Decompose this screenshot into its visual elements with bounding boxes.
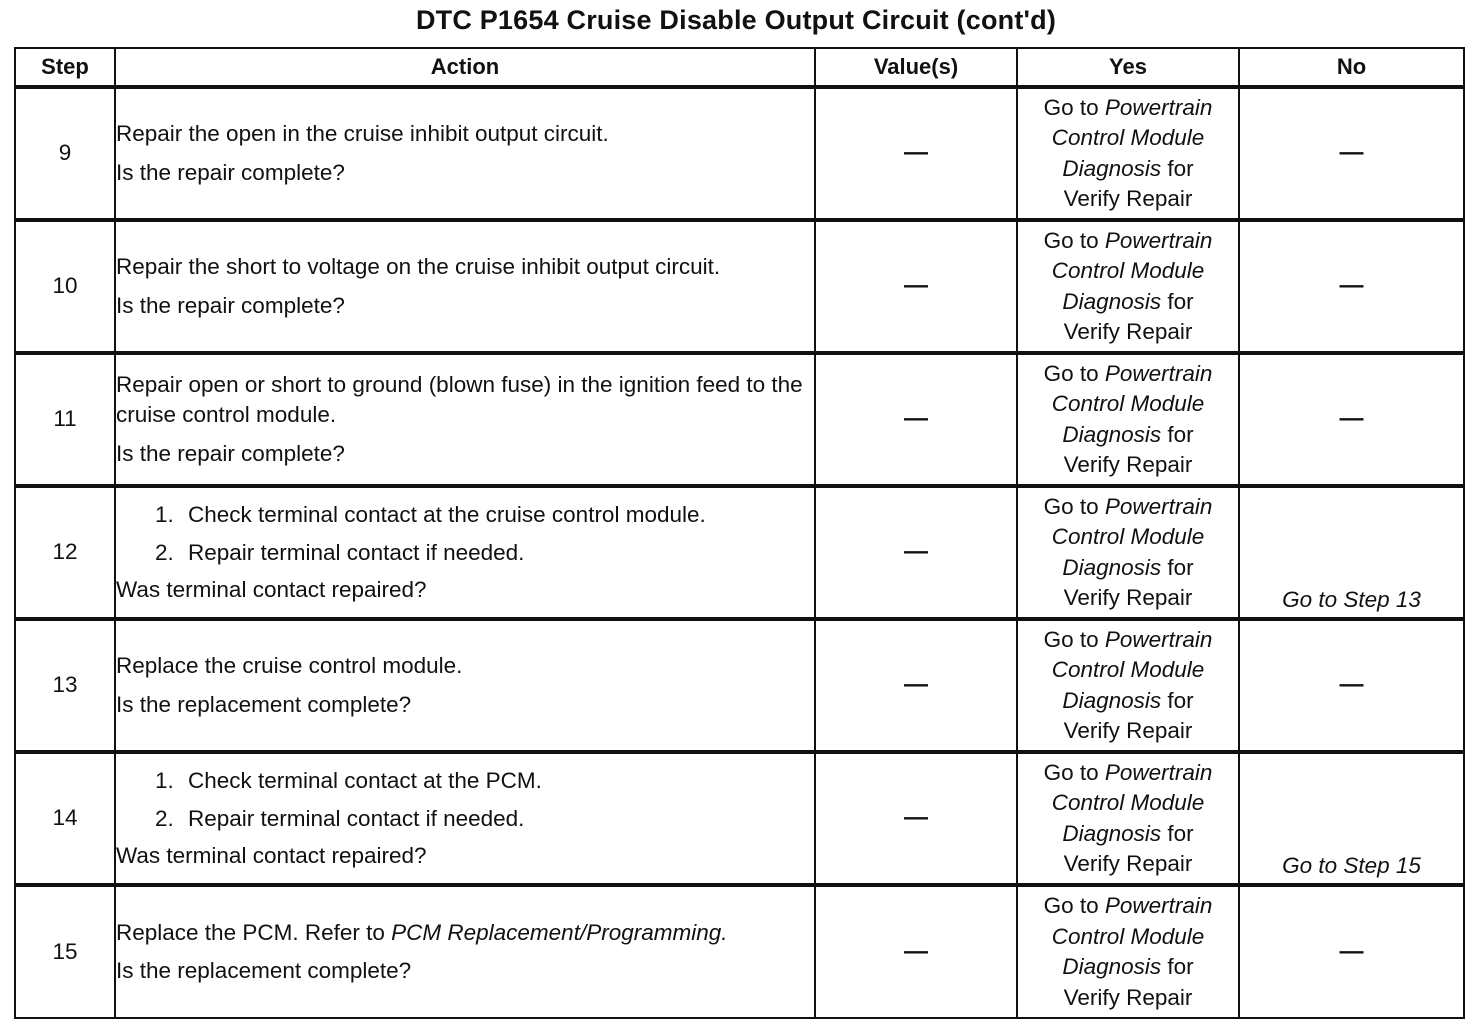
yes-ref-l3: Diagnosis: [1062, 288, 1162, 314]
yes-cell: [1017, 220, 1239, 353]
value-cell: [815, 885, 1017, 1018]
yes-cell: [1017, 486, 1239, 619]
action-cell: [115, 486, 815, 619]
value-dash: —: [904, 139, 928, 167]
no-dash: —: [1339, 139, 1364, 167]
yes-ref-l2: Control Module: [1051, 790, 1205, 815]
step-number: 14: [15, 752, 115, 885]
yes-ref-l1: Powertrain: [1104, 227, 1213, 253]
yes-for: for: [1161, 288, 1194, 314]
header-values: Value(s): [815, 48, 1017, 87]
action-question: Is the repair complete?: [116, 440, 345, 466]
action-text: Repair open or short to ground (blown fuse) in the ignition feed to the cruise control module.: [116, 371, 803, 428]
yes-go-to: Go to: [1043, 893, 1105, 918]
no-dash: —: [1339, 272, 1364, 300]
action-question: Is the repair complete?: [116, 159, 345, 185]
value-dash: —: [904, 538, 928, 566]
no-dash: —: [1339, 405, 1364, 433]
no-cell: [1239, 619, 1464, 752]
action-cell: [115, 752, 815, 885]
header-step: Step: [15, 48, 115, 87]
step-number: 11: [15, 353, 115, 486]
action-cell: [115, 220, 815, 353]
yes-verify: Verify Repair: [1063, 319, 1193, 344]
table-row: [15, 619, 1464, 752]
no-cell: [1239, 752, 1464, 885]
yes-ref-l2: Control Module: [1051, 258, 1205, 283]
yes-ref-l2: Control Module: [1051, 391, 1205, 416]
table-row: [15, 752, 1464, 885]
table-row: [15, 353, 1464, 486]
action-step-item: 1. Check terminal contact at the cruise control module.: [180, 500, 814, 531]
value-dash: —: [904, 405, 928, 433]
no-cell: [1239, 486, 1464, 619]
yes-cell: [1017, 353, 1239, 486]
no-go-to-step: Go to Step 13: [1282, 586, 1421, 612]
step-number: 9: [15, 87, 115, 220]
action-question: Is the replacement complete?: [116, 691, 412, 717]
yes-go-to: Go to: [1043, 227, 1105, 253]
action-text: [116, 918, 814, 949]
header-row: [15, 48, 1464, 87]
value-cell: [815, 87, 1017, 220]
yes-ref-l3: Diagnosis: [1062, 554, 1162, 580]
action-step-item: 1. Check terminal contact at the PCM.: [180, 766, 814, 797]
yes-cell: [1017, 752, 1239, 885]
table-row: [15, 486, 1464, 619]
yes-for: for: [1161, 155, 1194, 181]
no-cell: [1239, 87, 1464, 220]
action-question: Was terminal contact repaired?: [116, 576, 427, 602]
page-title: DTC P1654 Cruise Disable Output Circuit (cont'd): [415, 5, 1057, 35]
action-question: Was terminal contact repaired?: [116, 842, 427, 868]
yes-cell: [1017, 87, 1239, 220]
value-cell: [815, 486, 1017, 619]
yes-ref-l3: Diagnosis: [1062, 820, 1162, 846]
yes-for: for: [1161, 421, 1194, 447]
action-cell: [115, 87, 815, 220]
action-text-reference: PCM Replacement/Programming.: [391, 919, 728, 945]
yes-ref-l1: Powertrain: [1104, 493, 1213, 519]
yes-ref-l1: Powertrain: [1104, 626, 1213, 652]
yes-ref-l1: Powertrain: [1104, 360, 1213, 386]
no-cell: [1239, 353, 1464, 486]
yes-for: for: [1161, 820, 1194, 846]
action-steps: [116, 766, 814, 835]
yes-ref-l3: Diagnosis: [1062, 954, 1162, 979]
action-text: Repair the open in the cruise inhibit output circuit.: [116, 121, 609, 146]
no-go-to-step: Go to Step 15: [1282, 852, 1421, 878]
yes-verify: Verify Repair: [1063, 718, 1193, 743]
action-step-item: 2. Repair terminal contact if needed.: [180, 538, 814, 569]
value-cell: [815, 619, 1017, 752]
action-text-prefix: Replace the PCM. Refer to: [116, 919, 392, 945]
no-dash: —: [1339, 671, 1364, 699]
value-dash: —: [904, 671, 928, 699]
action-cell: [115, 885, 815, 1018]
value-cell: [815, 353, 1017, 486]
action-cell: [115, 353, 815, 486]
action-step-item: 2. Repair terminal contact if needed.: [180, 804, 814, 835]
yes-verify: Verify Repair: [1063, 186, 1193, 211]
no-cell: [1239, 885, 1464, 1018]
step-number: 10: [15, 220, 115, 353]
yes-for: for: [1161, 554, 1194, 580]
yes-go-to: Go to: [1043, 493, 1105, 519]
yes-ref-l2: Control Module: [1051, 125, 1205, 150]
action-question: Is the replacement complete?: [116, 958, 412, 983]
table-row: [15, 885, 1464, 1018]
action-question: Is the repair complete?: [116, 292, 345, 318]
step-number: 15: [15, 885, 115, 1018]
diagnostic-table: [14, 47, 1465, 1019]
action-steps: [116, 500, 814, 569]
yes-go-to: Go to: [1043, 759, 1105, 785]
header-action: Action: [115, 48, 815, 87]
yes-verify: Verify Repair: [1063, 585, 1193, 610]
yes-for: for: [1161, 954, 1194, 979]
step-number: 13: [15, 619, 115, 752]
yes-go-to: Go to: [1043, 94, 1105, 120]
table-row: [15, 220, 1464, 353]
header-no: No: [1239, 48, 1464, 87]
step-number: 12: [15, 486, 115, 619]
yes-cell: [1017, 885, 1239, 1018]
no-dash: —: [1339, 937, 1364, 965]
action-text: Replace the cruise control module.: [116, 653, 463, 678]
yes-for: for: [1161, 687, 1194, 713]
yes-ref-l2: Control Module: [1051, 524, 1205, 549]
yes-ref-l2: Control Module: [1051, 657, 1205, 682]
header-yes: Yes: [1017, 48, 1239, 87]
value-dash: —: [904, 937, 928, 965]
yes-verify: Verify Repair: [1063, 851, 1193, 876]
yes-go-to: Go to: [1043, 626, 1105, 652]
value-cell: [815, 752, 1017, 885]
yes-ref-l2: Control Module: [1051, 923, 1205, 949]
yes-ref-l1: Powertrain: [1104, 893, 1213, 918]
table-row: [15, 87, 1464, 220]
action-cell: [115, 619, 815, 752]
yes-verify: Verify Repair: [1063, 452, 1193, 477]
value-cell: [815, 220, 1017, 353]
yes-ref-l1: Powertrain: [1104, 759, 1213, 785]
value-dash: —: [904, 804, 928, 832]
yes-ref-l1: Powertrain: [1104, 94, 1213, 120]
no-cell: [1239, 220, 1464, 353]
yes-verify: Verify Repair: [1063, 984, 1193, 1010]
value-dash: —: [904, 272, 928, 300]
yes-cell: [1017, 619, 1239, 752]
yes-go-to: Go to: [1043, 360, 1105, 386]
yes-ref-l3: Diagnosis: [1062, 687, 1162, 713]
yes-ref-l3: Diagnosis: [1062, 421, 1162, 447]
yes-ref-l3: Diagnosis: [1062, 155, 1162, 181]
action-text: Repair the short to voltage on the cruise inhibit output circuit.: [116, 254, 721, 279]
